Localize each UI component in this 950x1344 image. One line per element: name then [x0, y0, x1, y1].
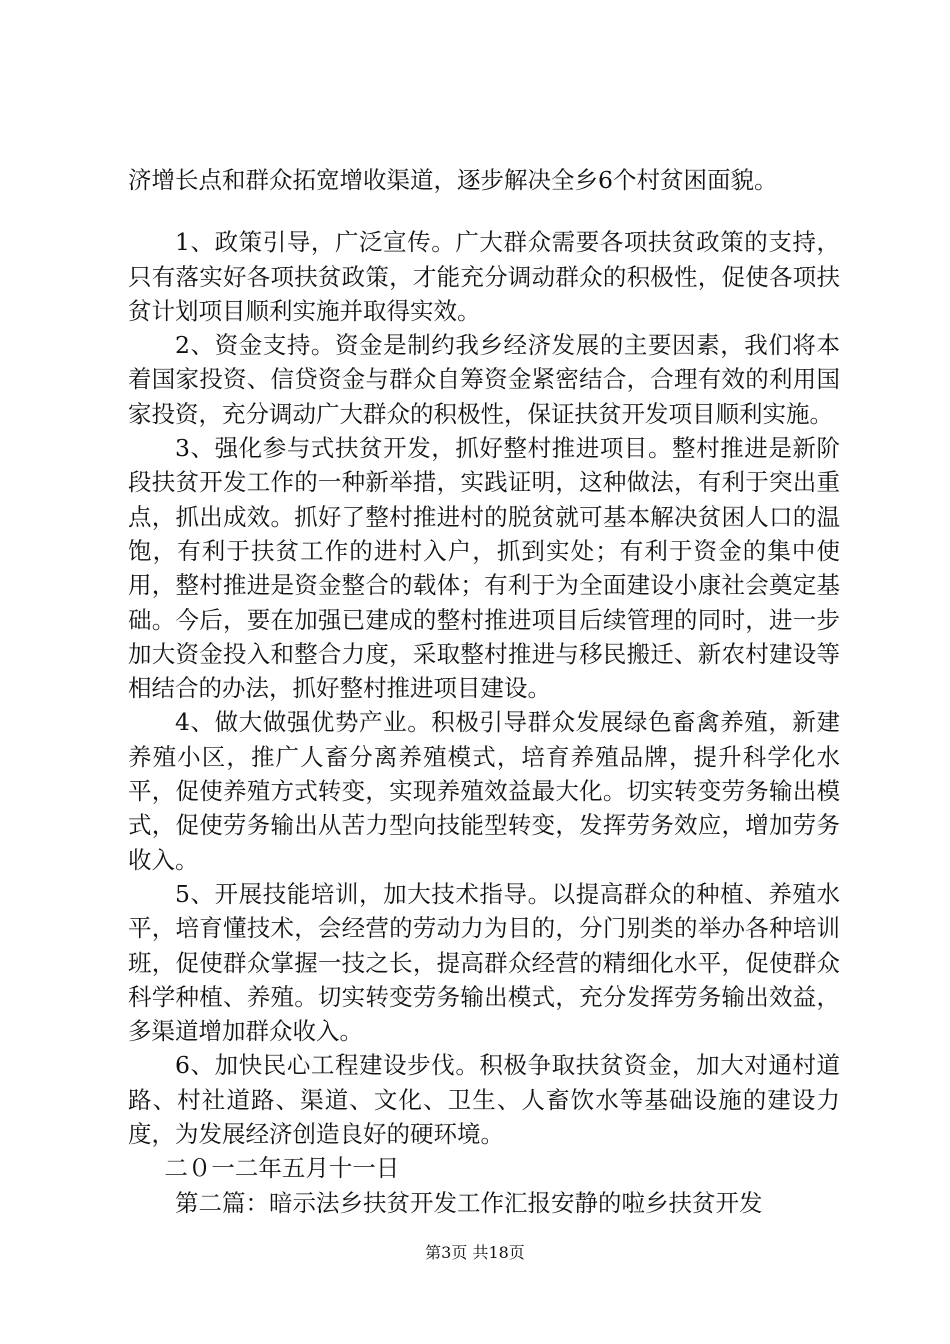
paragraph-industry: 4、做大做强优势产业。积极引导群众发展绿色畜禽养殖，新建养殖小区，推广人畜分离养殖模式，培育养殖品牌，提升科学化水平，促使养殖方式转变，实现养殖效益最大化。切实转变劳务输出模式，促使劳务输出从苦力型向技能型转变，发挥劳务效应，增加劳务收入。 — [128, 708, 840, 874]
paragraph-infrastructure: 6、加快民心工程建设步伐。积极争取扶贫资金，加大对通村道路、村社道路、渠道、文化、卫生、人畜饮水等基础设施的建设力度，为发展经济创造良好的硬环境。 — [128, 1051, 840, 1149]
paragraph-funding: 2、资金支持。资金是制约我乡经济发展的主要因素，我们将本着国家投资、信贷资金与群众自筹资金紧密结合，合理有效的利用国家投资，充分调动广大群众的积极性，保证扶贫开发项目顺利实施。 — [128, 331, 840, 428]
next-section-title: 第二篇：暗示法乡扶贫开发工作汇报安静的啦乡扶贫开发 — [175, 1188, 763, 1217]
paragraph-village-project: 3、强化参与式扶贫开发，抓好整村推进项目。整村推进是新阶段扶贫开发工作的一种新举措，实践证明，这种做法，有利于突出重点，抓出成效。抓好了整村推进村的脱贫就可基本解决贫困人口的温饱，有利于扶贫工作的进村入户，抓到实处；有利于资金的集中使用，整村推进是资金整合的载体；有利于为全面建设小康社会奠定基础。今后，要在加强已建成的整村推进项目后续管理的同时，进一步加大资金投入和整合力度，采取整村推进与移民搬迁、新农村建设等相结合的办法，抓好整村推进项目建设。 — [128, 434, 840, 703]
paragraph-continuation: 济增长点和群众拓宽增收渠道，逐步解决全乡6个村贫困面貌。 — [128, 166, 778, 194]
document-date: 二０一二年五月十一日 — [164, 1154, 400, 1183]
paragraph-spacer — [128, 197, 840, 225]
paragraph-policy: 1、政策引导，广泛宣传。广大群众需要各项扶贫政策的支持，只有落实好各项扶贫政策，才能充分调动群众的积极性，促使各项扶贫计划项目顺利实施并取得实效。 — [128, 228, 840, 325]
page-footer: 第3页 共18页 — [425, 1243, 525, 1262]
document-body — [128, 163, 840, 1220]
paragraph-training: 5、开展技能培训，加大技术指导。以提高群众的种植、养殖水平，培育懂技术，会经营的劳动力为目的，分门别类的举办各种培训班，促使群众掌握一技之长，提高群众经营的精细化水平，促使群众科学种植、养殖。切实转变劳务输出模式，充分发挥劳务输出效益，多渠道增加群众收入。 — [128, 879, 840, 1046]
